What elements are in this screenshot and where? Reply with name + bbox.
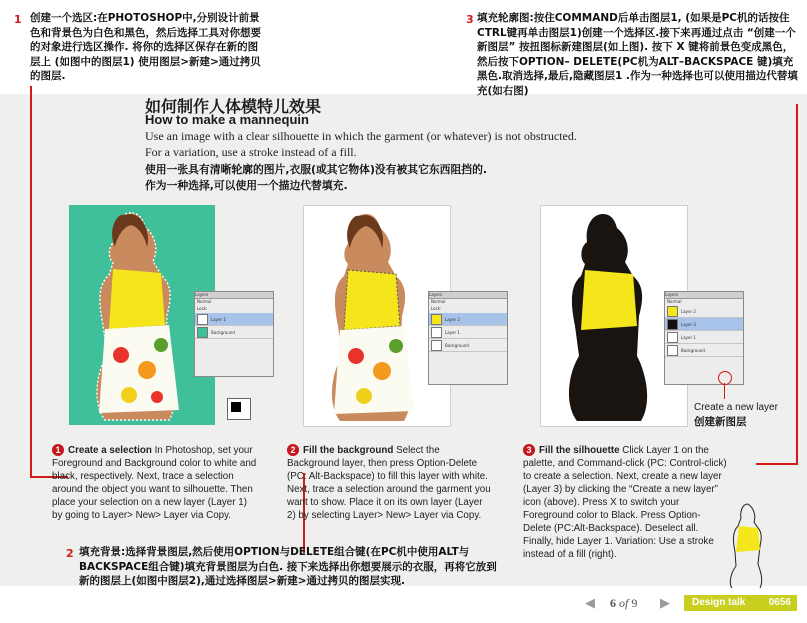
layers-palette-2 [428, 291, 508, 385]
caption-zh: 创建新图层 [694, 416, 747, 428]
step-1-badge: 1 [52, 444, 64, 456]
step-3-badge: 3 [523, 444, 535, 456]
note-3-number: 3 [466, 13, 474, 26]
layers-palette-3 [664, 291, 744, 385]
caption-pointer-line [724, 383, 725, 399]
foreground-color[interactable] [231, 402, 241, 412]
layer-row[interactable]: Layer 1 [429, 326, 507, 339]
step-1-heading: Create a selection [68, 445, 152, 456]
layer-row[interactable]: Layer 3 [665, 318, 743, 331]
palette-titlebar: Layers [665, 292, 743, 299]
step-3-heading: Fill the silhouette [539, 445, 620, 456]
layer-row[interactable]: Background [665, 344, 743, 357]
step-2-heading: Fill the background [303, 445, 394, 456]
variation-stroke-figure [720, 500, 780, 590]
intro-en-2: For a variation, use a stroke instead of a fill. [145, 145, 357, 159]
connector-line-3b [756, 463, 798, 465]
step-2-text [287, 444, 492, 522]
page-current: 6 [610, 596, 616, 610]
new-layer-highlight-circle [718, 371, 732, 385]
step-3-body: Click Layer 1 on the palette, and Command-click (PC: Control-click) to create a selection. Next, create a new layer (Layer 3) by clicking the “Create a new layer” icon (above). Press X to switch your Foreground color to Black. Press Option-Delete (PC:Alt-Backspace). Deselect all. Finally, hide Layer 1. Variation: Use a stroke instead of a fill (right). [523, 445, 727, 560]
section-name: Design talk [692, 597, 746, 608]
caption-en: Create a new layer [694, 402, 778, 413]
page-of: of [619, 596, 629, 610]
page-total: 9 [631, 596, 638, 610]
layer-row[interactable]: Layer 2 [665, 305, 743, 318]
layer-row[interactable]: Layer 2 [429, 313, 507, 326]
intro-en-1: Use an image with a clear silhouette in which the garment (or whatever) is not obstructed. [145, 129, 577, 143]
page-indicator [610, 596, 637, 611]
step-2-body: Select the Background layer, then press Option-Delete (PC: Alt-Backspace) to fill this layer with white. Next, trace a selection around the garment you want to show. Place it on its own layer (Layer 2) by selecting Layer> New> Layer via Copy. [287, 445, 491, 521]
note-1-text: 创建一个选区:在PHOTOSHOP中,分别设计前景色和背景色为白色和黑色，然后选择工具对你想要的对象进行选区操作. 将你的选择区保存在新的图层上 (如图中的图层1) 使用图层>新建>通过拷贝的图层. [30, 12, 261, 82]
palette-lock: Lock: [197, 306, 208, 311]
palette-mode[interactable]: Normal [667, 299, 682, 304]
note-1-number: 1 [14, 13, 22, 26]
note-2-number: 2 [66, 547, 74, 560]
connector-line-1 [30, 86, 32, 478]
fg-bg-color-swatch[interactable] [227, 398, 251, 420]
title-english: How to make a mannequin [145, 112, 309, 127]
section-tag [684, 595, 797, 611]
layers-palette-1 [194, 291, 274, 377]
next-page-arrow[interactable]: ▶ [660, 596, 670, 611]
layer-row[interactable]: Layer 1 [195, 313, 273, 326]
layer-row[interactable]: Background [429, 339, 507, 352]
palette-mode[interactable]: Normal [197, 299, 212, 304]
palette-titlebar: Layers [195, 292, 273, 299]
prev-page-arrow[interactable]: ◀ [585, 596, 595, 611]
intro-zh-1: 使用一张具有清晰轮廓的图片,衣服(或其它物体)没有被其它东西阻挡的. [145, 163, 487, 176]
note-2-text: 填充背景:选择背景图层,然后使用OPTION与DELETE组合键(在PC机中使用ALT与BACKSPACE组合键)填充背景图层为白色. 接下来选择出你想要展示的衣服，再将它放到新的图层上(如图中图层2),通过选择图层>新建>通过拷贝的图层实现. [79, 546, 497, 587]
step-1-text [52, 444, 257, 522]
step-2-badge: 2 [287, 444, 299, 456]
intro-zh-2: 作为一种选择,可以使用一个描边代替填充. [145, 179, 348, 192]
step-1-body: In Photoshop, set your Foreground and Background color to white and black, respectively. Next, trace a selection around the object you want to silhouette. Then place your selection on a new layer (Layer 1) by going to Layer> New> Layer via Copy. [52, 445, 257, 521]
palette-titlebar: Layers [429, 292, 507, 299]
connector-line-3 [796, 104, 798, 464]
issue-number: 0656 [768, 597, 791, 608]
note-3-text: 填充轮廓图:按住COMMAND后单击图层1, (如果是PC机的话按住CTRL键再单击图层1)创建一个选择区.接下来再通过点击 “创建一个新图层” 按扭图标新建图层(如上图). 按下 X 键将前景色变成黑色，然后按下OPTION– DELETE(PC机为ALT–BACKSPACE 键)填充黑色.取消选择,最后,隐藏图层1 .作为一种选择也可以使用描边代替填充(如右图) [477, 12, 798, 97]
palette-mode[interactable]: Normal [431, 299, 446, 304]
palette-lock: Lock: [431, 306, 442, 311]
title-chinese: 如何制作人体模特儿效果 [145, 97, 322, 116]
layer-row[interactable]: Background [195, 326, 273, 339]
layer-row[interactable]: Layer 1 [665, 331, 743, 344]
step-3-text [523, 444, 728, 561]
